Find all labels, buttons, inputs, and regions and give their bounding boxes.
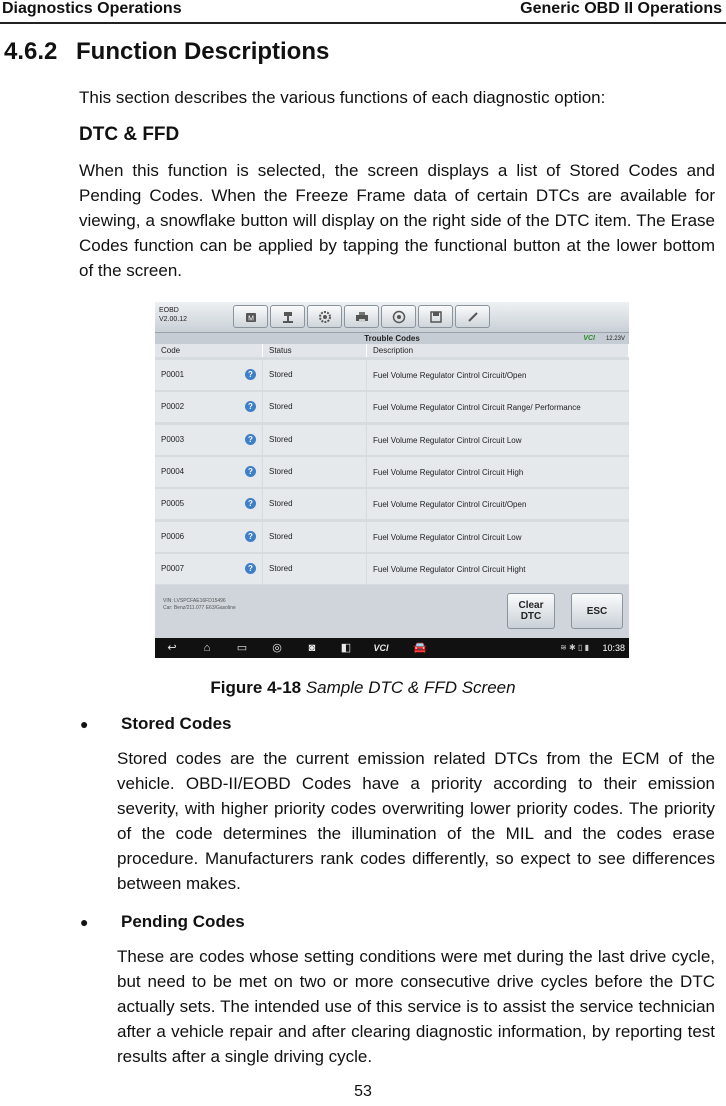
intro-paragraph: This section describes the various functions of each diagnostic option: [79, 88, 606, 107]
help-icon [392, 310, 406, 324]
dtc-description: Fuel Volume Regulator Cintrol Circuit/Open [367, 489, 629, 519]
table-row[interactable] [155, 359, 629, 389]
figure-caption-text: Sample DTC & FFD Screen [305, 678, 516, 697]
dtc-code-cell [155, 489, 262, 519]
dtc-status: Stored [263, 554, 366, 584]
dtc-code: P0007 [161, 564, 185, 573]
esc-button[interactable]: ESC [571, 593, 623, 629]
dtc-description: Fuel Volume Regulator Cintrol Circuit Low [367, 425, 629, 455]
stored-codes-paragraph: Stored codes are the current emission related DTCs from the ECM of the vehicle. OBD-II/EOBD Codes have a priority according to their emission severity, with higher priority codes overwriting lower priority codes. The priority of the code determines the illumination of the MIL and the codes erase procedure. Manufacturers rank codes differently, so expect to see differences between makes. [117, 749, 715, 893]
screen-footer [155, 585, 629, 638]
settings-gear-icon [318, 310, 332, 324]
figure-label: Figure 4-18 [210, 678, 302, 697]
table-row[interactable] [155, 553, 629, 583]
svg-text:M: M [247, 315, 254, 322]
dtc-code: P0004 [161, 467, 185, 476]
car-text: Car: Benz/211.077 E63/Gasoline [163, 605, 236, 611]
pen-icon [466, 310, 480, 324]
help-icon[interactable]: ? [245, 563, 256, 574]
header-chapter: Diagnostics Operations [2, 0, 182, 17]
header-section: Generic OBD II Operations [520, 0, 722, 17]
home-button[interactable] [233, 305, 268, 328]
dtc-description: Fuel Volume Regulator Cintrol Circuit High [367, 457, 629, 487]
recent-apps-icon[interactable]: ▭ [236, 642, 248, 654]
figure-caption [0, 678, 726, 698]
vci-indicator: VCI [583, 335, 595, 342]
printer-icon [355, 310, 369, 324]
dtc-description: Fuel Volume Regulator Cintrol Circuit/Open [367, 360, 629, 390]
print-button[interactable] [344, 305, 379, 328]
table-row[interactable] [155, 424, 629, 454]
dtc-description: Fuel Volume Regulator Cintrol Circuit Range/ Performance [367, 392, 629, 422]
page-header [0, 0, 726, 24]
column-header-status: Status [263, 344, 367, 357]
dtc-status: Stored [263, 522, 366, 552]
dtc-description: Fuel Volume Regulator Cintrol Circuit Low [367, 522, 629, 552]
home-icon [244, 310, 258, 324]
dtc-code: P0001 [161, 370, 185, 379]
home-nav-icon[interactable]: ⌂ [203, 642, 211, 654]
subsection-title: DTC & FFD [79, 124, 180, 145]
pending-codes-paragraph: These are codes whose setting conditions were met during the last drive cycle, but need to be met on two or more consecutive drive cycles before the DTC actually sets. The intended use of this service is to assist the service technician after a vehicle repair and after clearing diagnostic information, by reporting test results after a single driving cycle. [117, 947, 715, 1066]
stored-codes-label: Stored Codes [121, 714, 232, 733]
dtc-description: Fuel Volume Regulator Cintrol Circuit Hight [367, 554, 629, 584]
app-name: EOBD V2.00.12 [159, 307, 188, 323]
dtc-code-cell [155, 457, 262, 487]
dtc-status: Stored [263, 425, 366, 455]
vehicle-info [163, 598, 236, 612]
dtc-code: P0002 [161, 402, 185, 411]
vehicle-lift-icon [281, 310, 295, 324]
dtc-screen-figure [155, 302, 629, 658]
help-icon[interactable]: ? [245, 369, 256, 380]
dtc-status: Stored [263, 457, 366, 487]
save-icon [429, 310, 443, 324]
dtc-ffd-paragraph: When this function is selected, the screen displays a list of Stored Codes and Pending Codes. When the Freeze Frame data of certain DTCs are available for viewing, a snowflake button will display on the right side of the DTC item. The Erase Codes function can be applied by tapping the functional button at the lower bottom of the screen. [79, 161, 715, 280]
dtc-code-cell [155, 554, 262, 584]
car-icon[interactable]: 🚘 [413, 642, 427, 654]
vin-text: VIN: LVSPCFAE16FD15496 [163, 598, 226, 604]
dtc-code-cell [155, 360, 262, 390]
edit-button[interactable] [455, 305, 490, 328]
save-button[interactable] [418, 305, 453, 328]
section-title: Function Descriptions [76, 38, 330, 65]
camera-icon[interactable]: ◙ [308, 642, 316, 654]
android-nav-bar [155, 638, 629, 658]
column-header-code: Code [155, 344, 263, 357]
section-heading [4, 38, 329, 66]
table-row[interactable] [155, 391, 629, 421]
vehicle-lift-button[interactable] [270, 305, 305, 328]
dtc-status: Stored [263, 392, 366, 422]
status-icons: ≋ ✱ ▯ ▮ [560, 643, 589, 652]
table-row[interactable] [155, 456, 629, 486]
table-row[interactable] [155, 521, 629, 551]
dtc-code-cell [155, 425, 262, 455]
vci-nav-icon[interactable]: VCI [373, 643, 389, 653]
dtc-code: P0006 [161, 532, 185, 541]
help-icon[interactable]: ? [245, 498, 256, 509]
screen-toolbar [155, 302, 629, 332]
help-button[interactable] [381, 305, 416, 328]
browser-icon[interactable]: ◎ [272, 642, 282, 654]
help-icon[interactable]: ? [245, 531, 256, 542]
volume-icon[interactable]: ◧ [340, 642, 352, 654]
section-number: 4.6.2 [4, 38, 58, 65]
bullet-stored: ● [80, 716, 89, 732]
bullet-pending: ● [80, 914, 89, 930]
screen-title: Trouble Codes [364, 334, 420, 343]
dtc-status: Stored [263, 489, 366, 519]
dtc-code-cell [155, 392, 262, 422]
page-number: 53 [354, 1083, 372, 1100]
dtc-status: Stored [263, 360, 366, 390]
back-icon[interactable]: ↩ [167, 642, 177, 654]
help-icon[interactable]: ? [245, 466, 256, 477]
column-header-description: Description [367, 344, 629, 357]
help-icon[interactable]: ? [245, 401, 256, 412]
help-icon[interactable]: ? [245, 434, 256, 445]
settings-button[interactable] [307, 305, 342, 328]
pending-codes-label: Pending Codes [121, 912, 245, 931]
clear-dtc-button[interactable]: Clear DTC [507, 593, 555, 629]
dtc-code: P0005 [161, 499, 185, 508]
clock: 10:38 [602, 643, 625, 653]
table-row[interactable] [155, 488, 629, 518]
battery-voltage: 12.23V [605, 336, 625, 342]
dtc-code-cell [155, 522, 262, 552]
dtc-code: P0003 [161, 435, 185, 444]
